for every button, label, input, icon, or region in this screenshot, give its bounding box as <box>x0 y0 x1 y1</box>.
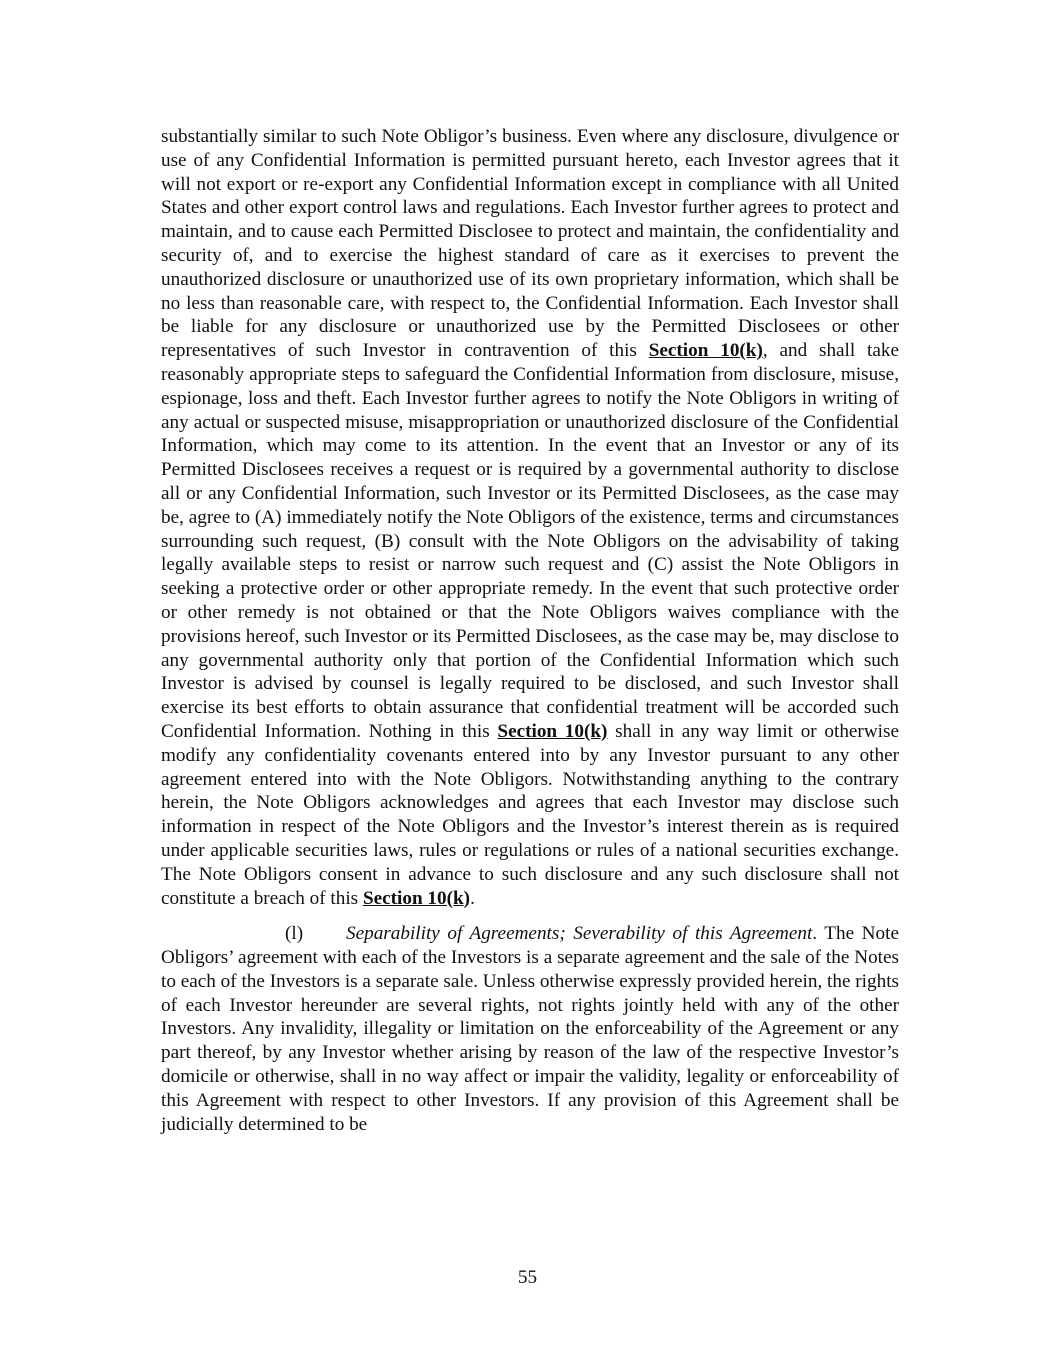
separability-paragraph <box>161 922 899 1136</box>
document-body <box>161 125 899 1136</box>
item-label: (l) <box>285 923 304 945</box>
paragraph-text: substantially similar to such Note Obligor’s business. Even where any disclosure, divulgence or use of any Confidential Information is permitted pursuant hereto, each Investor agrees that it will not export or re-export any Confidential Information except in compliance with all United States and other export control laws and regulations. Each Investor further agrees to protect and maintain, and to cause each Permitted Disclosee to protect and maintain, the confidentiality and security of, and to exercise the highest standard of care as it exercises to prevent the unauthorized disclosure or unauthorized use of its own proprietary information, which shall be no less than reasonable care, with respect to, the Confidential Information. Each Investor shall be liable for any disclosure or unauthorized use by the Permitted Disclosees or other representatives of such Investor in contravention of this <box>161 126 899 362</box>
paragraph-text: . <box>470 887 475 909</box>
section-reference: Section 10(k) <box>362 887 471 909</box>
section-reference: Section 10(k) <box>648 340 763 362</box>
paragraph-text: shall in any way limit or otherwise modify any confidentiality covenants entered into by any Investor pursuant to any other agreement entered into with the Note Obligors. Notwithstanding anything to the contrary herein, the Note Obligors acknowledges and agrees that each Investor may disclose such information in respect of the Note Obligors and the Investor’s interest therein as is required under applicable securities laws, rules or regulations or rules of a national securities exchange. The Note Obligors consent in advance to such disclosure and any such disclosure shall not constitute a breach of this <box>161 720 899 909</box>
heading-period: . <box>812 923 818 945</box>
section-heading: Separability of Agreements; Severability of this Agreement <box>346 923 813 945</box>
confidentiality-paragraph <box>161 125 899 910</box>
paragraph-text: , and shall take reasonably appropriate steps to safeguard the Confidential Information from disclosure, misuse, espionage, loss and theft. Each Investor further agrees to notify the Note Obligors in writing of any actual or suspected misuse, misappropriation or unauthorized disclosure of the Confidential Information, which may come to its attention. In the event that an Investor or any of its Permitted Disclosees receives a request or is required by a governmental authority to disclose all or any Confidential Information, such Investor or its Permitted Disclosees, as the case may be, agree to (A) immediately notify the Note Obligors of the existence, terms and circumstances surrounding such request, (B) consult with the Note Obligors on the advisability of taking legally available steps to resist or narrow such request and (C) assist the Note Obligors in seeking a protective order or other appropriate remedy. In the event that such protective order or other remedy is not obtained or that the Note Obligors waives compliance with the provisions hereof, such Investor or its Permitted Disclosees, as the case may be, may disclose to any governmental authority only that portion of the Confidential Information which such Investor is advised by counsel is legally required to be disclosed, and such Investor shall exercise its best efforts to obtain assurance that confidential treatment will be accorded such Confidential Information. Nothing in this <box>161 340 899 742</box>
section-reference: Section 10(k) <box>497 720 608 742</box>
paragraph-text: The Note Obligors’ agreement with each of the Investors is a separate agreement and the sale of the Notes to each of the Investors is a separate sale. Unless otherwise expressly provided herein, the rights of each Investor hereunder are several rights, not rights jointly held with any of the other Investors. Any invalidity, illegality or limitation on the enforceability of the Agreement or any part thereof, by any Investor whether arising by reason of the law of the respective Investor’s domicile or otherwise, shall in no way affect or impair the validity, legality or enforceability of this Agreement with respect to other Investors. If any provision of this Agreement shall be judicially determined to be <box>161 923 899 1135</box>
page-number: 55 <box>517 1267 538 1288</box>
